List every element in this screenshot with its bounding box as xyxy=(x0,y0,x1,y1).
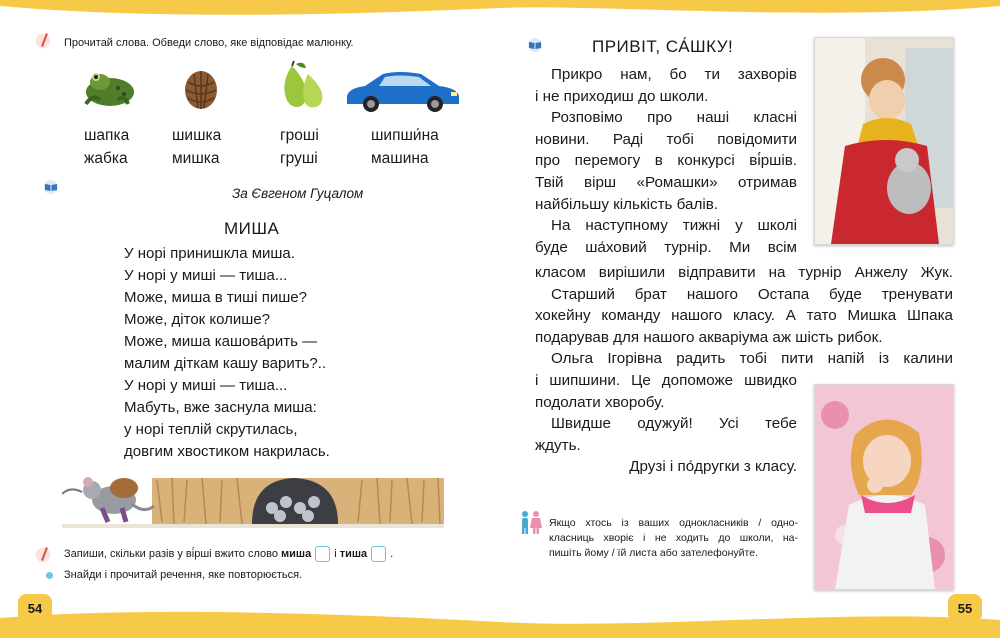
poem-body xyxy=(124,243,404,463)
word-option[interactable]: машина xyxy=(371,150,429,167)
poem-line: довгим хвостиком накрилась. xyxy=(124,443,330,460)
bullet-dot xyxy=(46,572,53,579)
teacher-note xyxy=(549,516,798,561)
frog-icon xyxy=(78,64,140,112)
book-icon xyxy=(42,180,60,194)
letter-line: про перемогу в конкурсі ві́ршів. xyxy=(535,152,797,170)
poem-line: Мабуть, вже заснула миша: xyxy=(124,399,317,416)
letter-line: подолати хворобу. xyxy=(535,393,665,411)
bottom-decor-band xyxy=(0,600,1000,638)
letter-line: і шипшини. Це допоможе швидко xyxy=(535,372,797,389)
letter-signature: Друзі і по́другки з класу. xyxy=(629,458,797,476)
poem-line: Може, миша кашова́рить — xyxy=(124,333,318,350)
letter-line: Розповімо про наші класні xyxy=(551,109,797,127)
letter-line: На наступному тижні у школі xyxy=(551,217,797,235)
conjunction-text: і xyxy=(334,547,337,560)
answer-box-tysha[interactable] xyxy=(371,546,386,562)
poem-title: МИША xyxy=(224,219,280,238)
pears-icon xyxy=(276,60,324,112)
letter-line: новини. Раді тобі повідомити xyxy=(535,130,797,148)
task-find-sentence: Знайди і прочитай речення, яке повторюється. xyxy=(64,569,303,581)
sick-girl-illustration xyxy=(815,385,953,589)
keyword-tysha: тиша xyxy=(339,547,368,560)
poem-line: малим діткам кашу варить?.. xyxy=(124,355,327,372)
answer-box-misha[interactable] xyxy=(315,546,330,562)
note-line: класниць хворіє і не ходить до школи, на- xyxy=(549,532,798,544)
top-decor-band xyxy=(0,0,1000,24)
poem-line: У норі у миші — тиша... xyxy=(124,267,288,284)
pencil-icon xyxy=(35,544,51,564)
poem-line: У норі у миші — тиша... xyxy=(124,377,288,394)
word-option[interactable]: жабка xyxy=(84,150,128,167)
word-option[interactable]: шишка xyxy=(172,127,222,144)
letter-line: Швидше одужуй! Усі тебе xyxy=(551,415,797,433)
letter-text-closing xyxy=(535,370,797,478)
letter-line: Твій вірш «Ромашки» отримав xyxy=(535,173,797,191)
word-option[interactable]: шипши́на xyxy=(371,127,439,144)
letter-line: ждуть. xyxy=(535,436,581,454)
task-end-punct: . xyxy=(390,547,394,560)
word-option[interactable]: мишка xyxy=(172,150,220,167)
page-number-left: 54 xyxy=(18,594,52,622)
poem-line: Може, діток колише? xyxy=(124,311,271,328)
poem-author: За Євгеном Гуцалом xyxy=(232,186,364,201)
sick-boy-illustration xyxy=(815,38,953,244)
task-count-words xyxy=(64,546,393,562)
page-number-right: 55 xyxy=(948,594,982,622)
word-option[interactable]: гроші xyxy=(280,127,319,144)
book-icon xyxy=(526,38,544,52)
boy-photo xyxy=(814,37,954,245)
letter-text-wide xyxy=(535,262,953,370)
letter-line: класом вирішили відправити на турнір Анжелу Жук. xyxy=(535,264,953,281)
poem-line: У норі принишкла миша. xyxy=(124,245,295,262)
word-option[interactable]: шапка xyxy=(84,127,130,144)
poem-line: у норі теплій скрутилась, xyxy=(124,421,298,438)
letter-title: ПРИВІТ, СА́ШКУ! xyxy=(592,37,734,56)
pinecone-icon xyxy=(180,64,222,112)
letter-line: Старший брат нашого Остапа буде тренувати xyxy=(551,285,953,303)
word-option[interactable]: груші xyxy=(280,150,318,167)
girl-photo xyxy=(814,384,954,590)
letter-line: Ольга Ігорівна радить тобі пити напій із калини xyxy=(551,350,953,368)
letter-line: хокейну команду нашого класу. А тато Мишка Шпака xyxy=(535,307,953,325)
letter-line: найбільшу кількість балів. xyxy=(535,195,718,213)
note-line: пишіть йому / їй листа або зателефонуйте. xyxy=(549,547,758,559)
mouse-burrow-illustration xyxy=(62,468,444,532)
letter-text-narrow xyxy=(535,64,797,258)
keyword-misha: миша xyxy=(281,547,312,560)
poem-line: Може, миша в тиші пише? xyxy=(124,289,307,306)
letter-line: подарував для нашого акваріума аж шість рибок. xyxy=(535,328,883,346)
car-icon xyxy=(343,66,463,114)
letter-line: і не приходиш до школи. xyxy=(535,87,709,105)
task-count-text: Запиши, скільки разів у ві́рші вжито слово xyxy=(64,547,278,560)
pencil-icon xyxy=(35,30,51,50)
letter-line: Прикро нам, бо ти захворів xyxy=(551,66,797,83)
children-icon xyxy=(519,510,543,534)
task-instruction-words: Прочитай слова. Обведи слово, яке відповідає малюнку. xyxy=(64,37,354,49)
letter-line: буде ша́ховий турнір. Ми всім xyxy=(535,238,797,256)
note-line: Якщо хтось із ваших однокласників / одно- xyxy=(549,517,798,529)
